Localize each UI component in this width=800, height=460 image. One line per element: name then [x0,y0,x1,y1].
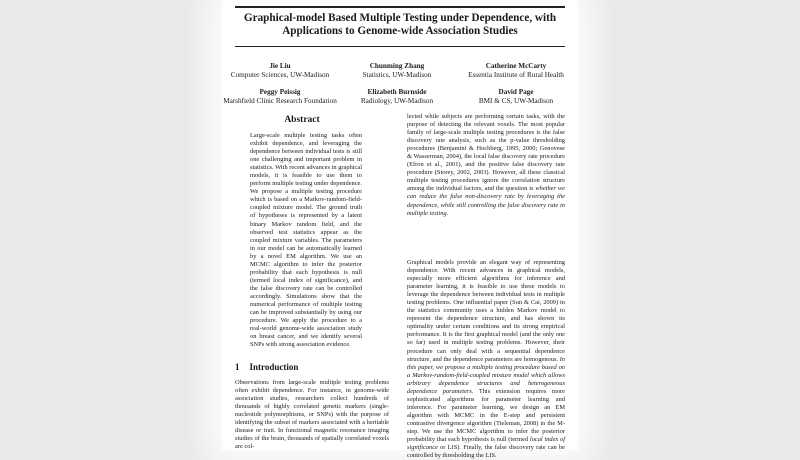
author-block [342,88,452,105]
author-affiliation: Essentia Institute of Rural Health [468,70,564,79]
emphasis-text: whether we can reduce the false non-discovery rate by leveraging the dependence, while still controlling the false discovery rate in multiple testing. [407,185,565,217]
paper-title: Graphical-model Based Multiple Testing under Dependence, with Applications to Genome-wide Association Studies [243,12,557,37]
author-block [456,62,576,79]
author-name: Jie Liu [269,62,291,70]
author-block [456,88,576,105]
paper-page [222,0,578,460]
author-name: David Page [498,88,534,96]
author-name: Chunming Zhang [369,62,425,70]
author-affiliation: Statistics, UW-Madison [362,70,432,79]
paragraph-text: Graphical models provide an elegant way of representing dependence. With recent advances in graphical models, especially more efficient algorithms for inference and parameter learning, it is feasible to use these models to leverage the dependence between individual tests in multiple testing problems. One influential paper (Sun & Cai, 2009) in the statistics community uses a hidden Markov model to represent the dependence structure, and has shown its optimality under certain conditions and its strong empirical performance. It is the first graphical model (and the only one so far) used in multiple testing problems. However, their procedure can only deal with a sequential dependence structure, and the dependence parameters are homogenous. [407,259,565,363]
right-column-paragraph-2 [407,259,565,460]
section-title: Introduction [249,362,299,372]
paragraph-text: or LIS). Finally, the false discovery rate can be controlled by thresholding the LIS. [407,444,565,460]
author-affiliation: Radiology, UW-Madison [360,96,434,105]
abstract-text: Large-scale multiple testing tasks often exhibit dependence, and leveraging the dependence between individual tests is still one challenging and important problem in statistics. With recent advances in graphical models, it is feasible to use them to perform multiple testing under dependence. We propose a multiple testing procedure which is based on a Markov-random-field-coupled mixture model. The ground truth of hypotheses is represented by a latent binary Markov random field, and the observed test statistics appear as the coupled mixture variables. The parameters in our model can be automatically learned by a novel EM algorithm. We use an MCMC algorithm to infer the posterior probability that each hypothesis is null (termed local index of significance), and the false discovery rate can be controlled accordingly. Simulations show that the numerical performance of multiple testing can be improved substantially by using our procedure. We apply the procedure to a real-world genome-wide association study on breast cancer, and we identify several SNPs with strong association evidence. [250,132,362,349]
emphasis-text: In this paper, we propose a multiple testing procedure based on a Markov-random-field-coupled mixture model which allows arbitrary dependence structures and heterogeneous dependence parameters. [407,355,565,395]
author-name: Elizabeth Burnside [367,88,427,96]
title-top-rule [235,6,565,8]
author-affiliation: Computer Sciences, UW-Madison [230,70,330,79]
paragraph-text: This extension requires more sophisticated algorithms for parameter learning and inference. For parameter learning, we design an EM algorithm with MCMC in the E-step and persistent contrastive divergence algorithm (Tieleman, 2008) in the M-step. We use the MCMC algorithm to infer the posterior probability that each hypothesis is null (termed [407,387,565,444]
author-affiliation: BMI & CS, UW-Madison [478,96,554,105]
author-block [222,88,338,105]
section-number: 1 [235,362,240,372]
author-block [342,62,452,79]
emphasis-text: local index of significance [407,436,565,452]
author-name: Peggy Peissig [259,88,301,96]
paragraph-text: lected while subjects are performing certain tasks, with the purpose of detecting the relevant voxels. The most popular family of large-scale multiple testing procedures is the false discovery rate analysis, such as the p-value thresholding procedures (Benjamini & Hochberg, 1995, 2000; Genovese & Wasserman, 2004), the local false discovery rate procedure (Efron et al., 2001), and the positive false discovery rate procedure (Storey, 2002, 2003). However, all these classical multiple testing procedures ignore the correlation structure among the individual factors, and the question is [407,113,565,193]
abstract-heading: Abstract [284,115,320,125]
author-name: Catherine McCarty [485,62,547,70]
author-affiliation: Marshfield Clinic Research Foundation [223,96,337,105]
intro-paragraph: Observations from large-scale multiple testing problems often exhibit dependence. For instance, in genome-wide association studies, researchers collect hundreds of thousands of highly correlated genetic markers (single-nucleotide polymorphisms, or SNPs) with the purpose of identifying the subset of markers associated with a heritable disease or trait. In functional magnetic resonance imaging studies of the brain, thousands of spatially correlated voxels are col- [235,379,389,451]
title-bottom-rule [235,46,565,47]
author-block [222,62,338,79]
section-heading [235,362,385,372]
right-column-paragraph-1 [407,113,565,218]
